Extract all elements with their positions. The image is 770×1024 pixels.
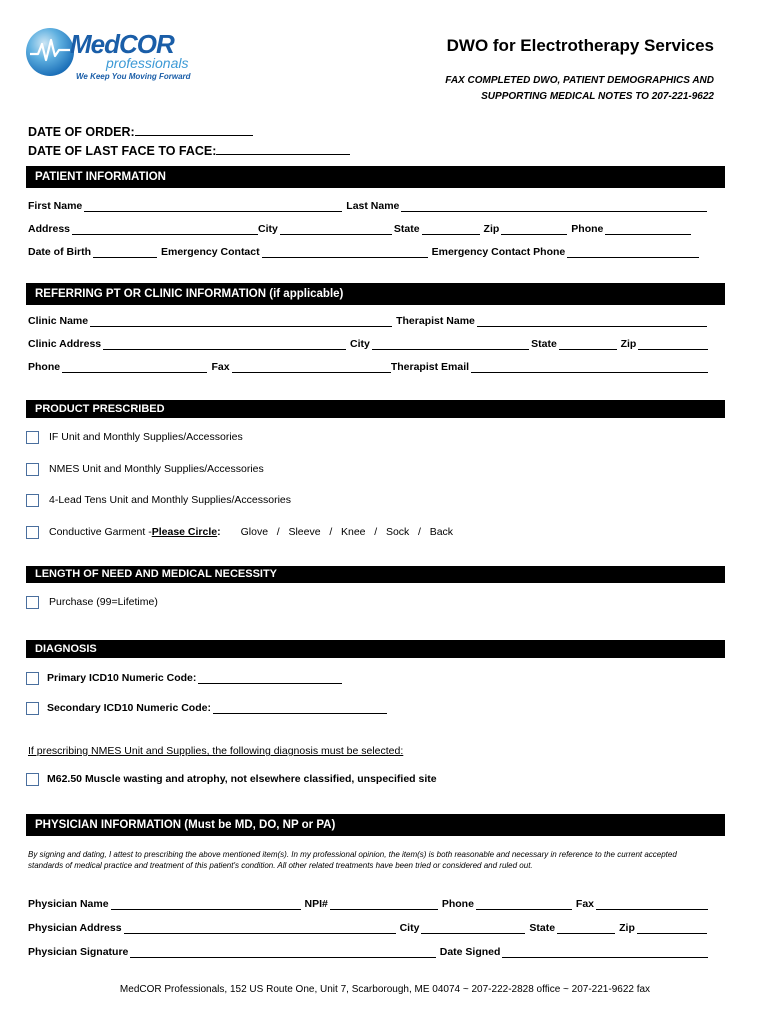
state-input[interactable] — [422, 224, 480, 235]
clinic-state-input[interactable] — [559, 339, 617, 350]
emergency-phone-input[interactable] — [567, 247, 699, 258]
patient-row-address — [28, 221, 708, 235]
nmes-diagnosis-note: If prescribing NMES Unit and Supplies, the following diagnosis must be selected: — [28, 745, 404, 757]
diagnosis-m62[interactable] — [26, 771, 437, 787]
section-physician-information: PHYSICIAN INFORMATION (Must be MD, DO, NP or PA) — [26, 814, 725, 836]
section-length-of-need: LENGTH OF NEED AND MEDICAL NECESSITY — [26, 566, 725, 583]
garment-option-knee[interactable]: Knee — [341, 526, 366, 538]
garment-colon: : — [217, 526, 221, 538]
date-signed-label: Date Signed — [439, 946, 501, 958]
physician-city-label: City — [399, 922, 420, 934]
garment-option-sock[interactable]: Sock — [385, 526, 410, 538]
clinic-zip-label: Zip — [620, 338, 637, 350]
product-tens-unit[interactable] — [26, 492, 291, 508]
physician-phone-input[interactable] — [476, 899, 572, 910]
physician-fax-input[interactable] — [596, 899, 708, 910]
phone-input[interactable] — [605, 224, 691, 235]
physician-attestation: By signing and dating, I attest to prescribing the above mentioned item(s). In my professional opinion, the item(s) is both reasonable and necessary in reference to the current accepted standards of medical practice and treatment of this patient's condition. All other related treatments have been tried or considered and ruled out. — [28, 850, 677, 870]
globe-icon — [26, 28, 74, 76]
product-if-unit[interactable] — [26, 429, 243, 445]
zip-label: Zip — [483, 223, 500, 235]
product-conductive-garment[interactable] — [26, 524, 453, 540]
npi-input[interactable] — [330, 899, 438, 910]
diagnosis-primary[interactable] — [26, 670, 342, 686]
referring-row-clinic — [28, 313, 708, 327]
date-last-face-label: DATE OF LAST FACE TO FACE: — [28, 144, 217, 158]
need-purchase[interactable] — [26, 594, 158, 610]
physician-zip-input[interactable] — [637, 923, 707, 934]
date-signed-input[interactable] — [502, 947, 708, 958]
logo-tagline: We Keep You Moving Forward — [76, 72, 191, 81]
date-of-order-label: DATE OF ORDER: — [28, 125, 135, 139]
please-circle-label: Please Circle — [151, 526, 218, 538]
clinic-city-input[interactable] — [372, 339, 529, 350]
physician-name-label: Physician Name — [28, 898, 109, 910]
physician-row-name — [28, 896, 708, 910]
garment-option-sleeve[interactable]: Sleeve — [288, 526, 321, 538]
product-nmes-unit[interactable] — [26, 461, 264, 477]
primary-icd10-input[interactable] — [198, 673, 342, 684]
dob-input[interactable] — [93, 247, 157, 258]
zip-input[interactable] — [501, 224, 567, 235]
checkbox[interactable] — [26, 702, 39, 715]
clinic-fax-label: Fax — [211, 361, 230, 373]
garment-option-back[interactable]: Back — [429, 526, 454, 538]
therapist-name-label: Therapist Name — [396, 315, 475, 327]
section-referring-clinic: REFERRING PT OR CLINIC INFORMATION (if applicable) — [26, 283, 725, 305]
address-label: Address — [28, 223, 71, 235]
section-diagnosis: DIAGNOSIS — [26, 640, 725, 658]
clinic-state-label: State — [531, 338, 557, 350]
document-title: DWO for Electrotherapy Services — [446, 36, 714, 55]
clinic-address-label: Clinic Address — [28, 338, 102, 350]
address-input[interactable] — [72, 224, 258, 235]
last-name-input[interactable] — [401, 201, 707, 212]
diagnosis-secondary[interactable] — [26, 700, 387, 716]
clinic-name-input[interactable] — [90, 316, 392, 327]
checkbox[interactable] — [26, 494, 39, 507]
physician-state-label: State — [529, 922, 556, 934]
product-if-unit-label: IF Unit and Monthly Supplies/Accessories — [49, 431, 243, 443]
garment-options: Glove / Sleeve / Knee / Sock / Back — [240, 526, 454, 538]
city-input[interactable] — [280, 224, 392, 235]
fax-note-line2: SUPPORTING MEDICAL NOTES TO 207-221-9622 — [481, 91, 714, 102]
physician-signature-label: Physician Signature — [28, 946, 129, 958]
checkbox[interactable] — [26, 463, 39, 476]
physician-address-label: Physician Address — [28, 922, 122, 934]
patient-row-dob — [28, 244, 708, 258]
checkbox[interactable] — [26, 431, 39, 444]
physician-fax-label: Fax — [575, 898, 595, 910]
logo-brand: MedCOR — [70, 29, 174, 59]
product-tens-unit-label: 4-Lead Tens Unit and Monthly Supplies/Accessories — [49, 494, 292, 506]
footer-contact: MedCOR Professionals, 152 US Route One, Unit 7, Scarborough, ME 04074 ~ 207-222-2828 office ~ 207-221-9622 fax — [119, 984, 651, 995]
city-label: City — [258, 223, 278, 235]
fax-instructions — [384, 73, 714, 105]
referring-row-phone — [28, 359, 708, 373]
emergency-phone-label: Emergency Contact Phone — [431, 246, 566, 258]
clinic-name-label: Clinic Name — [28, 315, 89, 327]
emergency-contact-input[interactable] — [262, 247, 428, 258]
product-nmes-unit-label: NMES Unit and Monthly Supplies/Accessories — [49, 463, 264, 475]
garment-label: Conductive Garment - — [49, 526, 152, 538]
m62-label: M62.50 Muscle wasting and atrophy, not elsewhere classified, unspecified site — [47, 773, 437, 785]
medcor-logo — [26, 28, 196, 80]
checkbox[interactable] — [26, 773, 39, 786]
checkbox[interactable] — [26, 526, 39, 539]
referring-row-address — [28, 336, 708, 350]
fax-note-line1: FAX COMPLETED DWO, PATIENT DEMOGRAPHICS AND — [445, 75, 714, 86]
clinic-zip-input[interactable] — [638, 339, 708, 350]
phone-label: Phone — [571, 223, 604, 235]
therapist-name-input[interactable] — [477, 316, 707, 327]
section-product-prescribed: PRODUCT PRESCRIBED — [26, 400, 725, 418]
physician-zip-label: Zip — [619, 922, 635, 934]
physician-row-address — [28, 920, 708, 934]
dob-label: Date of Birth — [28, 246, 91, 258]
logo-brand-sub: professionals — [106, 55, 189, 71]
clinic-phone-input[interactable] — [62, 362, 207, 373]
emergency-contact-label: Emergency Contact — [161, 246, 260, 258]
clinic-phone-label: Phone — [28, 361, 61, 373]
checkbox[interactable] — [26, 672, 39, 685]
first-name-label: First Name — [28, 200, 83, 212]
primary-icd10-label: Primary ICD10 Numeric Code: — [47, 672, 197, 684]
state-label: State — [393, 223, 420, 235]
secondary-icd10-input[interactable] — [213, 703, 387, 714]
npi-label: NPI# — [304, 898, 328, 910]
clinic-fax-input[interactable] — [232, 362, 391, 373]
first-name-input[interactable] — [84, 201, 342, 212]
clinic-city-label: City — [350, 338, 370, 350]
physician-row-signature — [28, 944, 708, 958]
checkbox[interactable] — [26, 596, 39, 609]
garment-option-glove[interactable]: Glove — [240, 526, 269, 538]
physician-state-input[interactable] — [557, 923, 615, 934]
secondary-icd10-label: Secondary ICD10 Numeric Code: — [47, 702, 211, 714]
physician-name-input[interactable] — [111, 899, 301, 910]
physician-address-input[interactable] — [124, 923, 396, 934]
therapist-email-label: Therapist Email — [390, 361, 470, 373]
date-of-order-field[interactable] — [28, 124, 253, 139]
date-last-face-field[interactable] — [28, 143, 350, 158]
clinic-address-input[interactable] — [103, 339, 346, 350]
last-name-label: Last Name — [346, 200, 400, 212]
physician-signature-input[interactable] — [130, 947, 435, 958]
patient-row-name — [28, 198, 708, 212]
purchase-label: Purchase (99=Lifetime) — [49, 596, 158, 608]
therapist-email-input[interactable] — [471, 362, 708, 373]
physician-phone-label: Phone — [441, 898, 474, 910]
section-patient-information: PATIENT INFORMATION — [26, 166, 725, 188]
physician-city-input[interactable] — [421, 923, 525, 934]
